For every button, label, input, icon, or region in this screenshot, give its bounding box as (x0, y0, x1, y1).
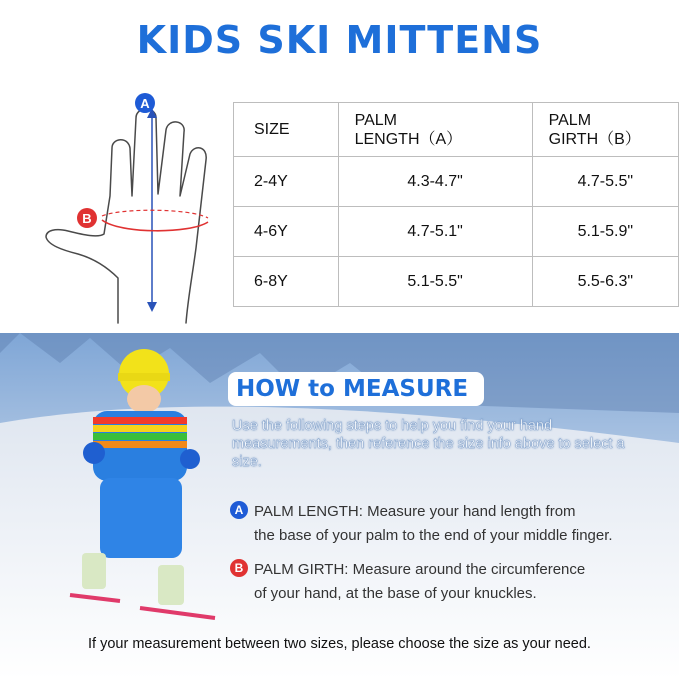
cell-girth: 5.5-6.3" (532, 257, 678, 307)
header-palm-length: PALM LENGTH（A） (338, 103, 532, 157)
table-row (234, 257, 679, 307)
label-b-text: B (82, 211, 92, 226)
table-row (234, 207, 679, 257)
page-title: KIDS SKI MITTENS (136, 18, 543, 62)
how-to-measure-heading: HOW to MEASURE (228, 372, 484, 406)
cell-size: 6-8Y (234, 257, 339, 307)
cell-size: 4-6Y (234, 207, 339, 257)
instruction-a-line2: the base of your palm to the end of your middle finger. (254, 527, 613, 544)
label-b-badge: B (230, 559, 248, 577)
label-a-badge: A (230, 501, 248, 519)
instruction-palm-girth (230, 558, 670, 606)
cell-length: 4.3-4.7" (338, 157, 532, 207)
cell-size: 2-4Y (234, 157, 339, 207)
label-a-text: A (140, 96, 150, 111)
cell-girth: 5.1-5.9" (532, 207, 678, 257)
table-row (234, 157, 679, 207)
size-chart-table (233, 102, 679, 307)
hand-diagram (40, 88, 225, 333)
instruction-a-line1: PALM LENGTH: Measure your hand length from (254, 503, 576, 520)
cell-length: 4.7-5.1" (338, 207, 532, 257)
cell-length: 5.1-5.5" (338, 257, 532, 307)
instruction-b-line1: PALM GIRTH: Measure around the circumference (254, 561, 586, 578)
header-size: SIZE (234, 103, 339, 157)
cell-girth: 4.7-5.5" (532, 157, 678, 207)
table-header-row (234, 103, 679, 157)
size-footnote: If your measurement between two sizes, please choose the size as your need. (88, 636, 591, 652)
instruction-b-line2: of your hand, at the base of your knuckles. (254, 585, 537, 602)
how-to-intro-text: Use the following steps to help you find your hand measurements, then reference the size info above to select a size. (232, 418, 625, 470)
header-palm-girth: PALM GIRTH（B） (532, 103, 678, 157)
palm-girth-back (102, 210, 208, 218)
instruction-palm-length (230, 500, 670, 548)
palm-girth-front (102, 220, 208, 231)
